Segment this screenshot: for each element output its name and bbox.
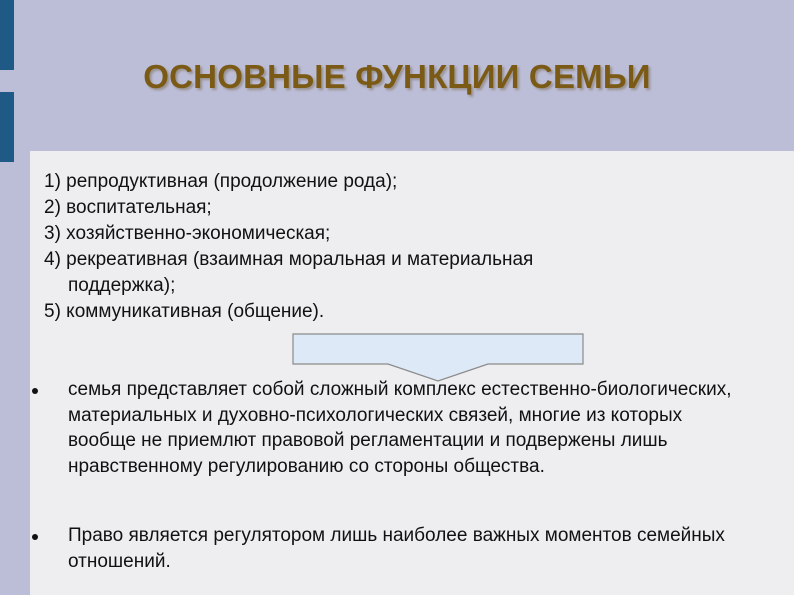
bullet-item bbox=[30, 523, 750, 574]
slide-title: ОСНОВНЫЕ ФУНКЦИИ СЕМЬИ bbox=[143, 58, 651, 95]
function-item: 4) рекреативная (взаимная моральная и материальная bbox=[44, 249, 534, 270]
content-panel bbox=[30, 151, 794, 595]
bullet-dot-icon bbox=[32, 534, 38, 540]
bullet-text: Право является регулятором лишь наиболее важных моментов семейных отношений. bbox=[68, 525, 725, 572]
down-arrow-icon bbox=[292, 333, 584, 383]
function-item-continuation: поддержка); bbox=[68, 275, 176, 296]
function-item: 1) репродуктивная (продолжение рода); bbox=[44, 171, 398, 192]
bullet-text: семья представляет собой сложный комплекс естественно-биологических, материальных и духовно-психологических связей, многие из которых вообще не приемлют правовой регламентации и подвержены лишь нравственному регулированию со стороны общества. bbox=[68, 379, 732, 477]
bullet-item bbox=[30, 377, 750, 479]
bullet-list bbox=[30, 377, 750, 574]
function-item: 3) хозяйственно-экономическая; bbox=[44, 223, 331, 244]
accent-bar-bottom bbox=[0, 92, 14, 162]
bullet-dot-icon bbox=[32, 388, 38, 394]
function-item: 2) воспитательная; bbox=[44, 197, 212, 218]
function-item: 5) коммуникативная (общение). bbox=[44, 301, 325, 322]
functions-list bbox=[44, 169, 704, 325]
